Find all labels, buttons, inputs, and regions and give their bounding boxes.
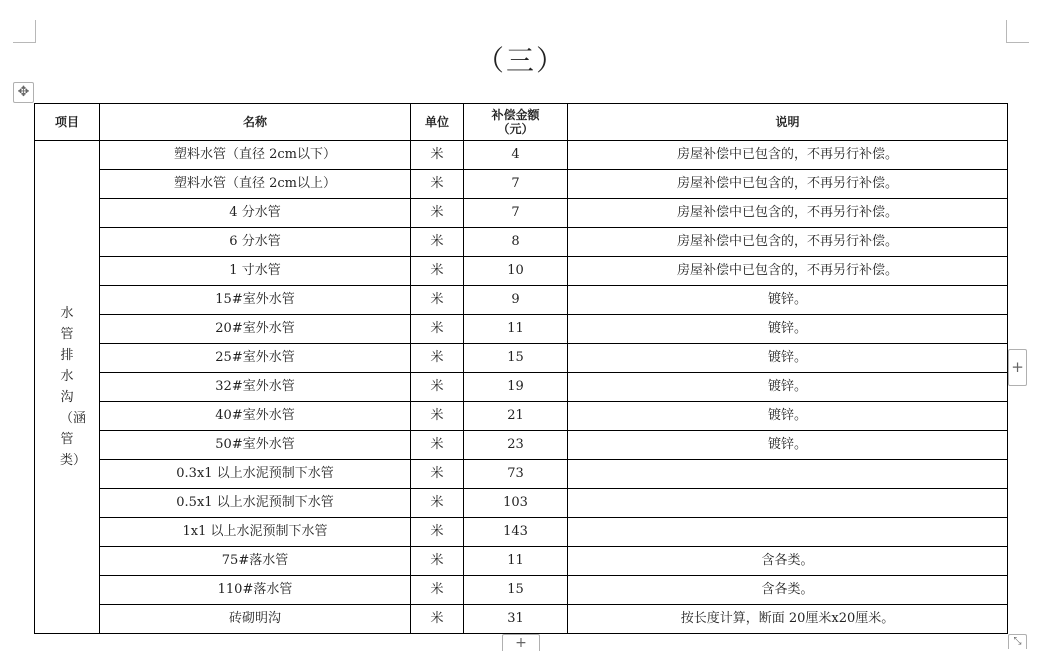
table-row (35, 576, 1008, 605)
cell-unit: 米 (411, 373, 464, 402)
cell-note: 房屋补偿中已包含的，不再另行补偿。 (568, 257, 1008, 286)
cell-amount: 4 (464, 141, 568, 170)
cell-unit: 米 (411, 431, 464, 460)
cell-unit: 米 (411, 257, 464, 286)
cell-name: 砖砌明沟 (100, 605, 411, 634)
cell-note: 含各类。 (568, 576, 1008, 605)
cell-unit: 米 (411, 402, 464, 431)
table-row (35, 605, 1008, 634)
cell-note: 镀锌。 (568, 315, 1008, 344)
cell-note: 镀锌。 (568, 286, 1008, 315)
table-row (35, 547, 1008, 576)
cell-unit: 米 (411, 518, 464, 547)
page-corner-mark-top-right (1006, 20, 1029, 43)
cell-name: 0.3x1 以上水泥预制下水管 (100, 460, 411, 489)
header-unit: 单位 (411, 104, 464, 141)
cell-unit: 米 (411, 228, 464, 257)
category-cell (35, 141, 100, 634)
cell-unit: 米 (411, 141, 464, 170)
cell-amount: 103 (464, 489, 568, 518)
cell-name: 75#落水管 (100, 547, 411, 576)
cell-name: 15#室外水管 (100, 286, 411, 315)
table-row (35, 373, 1008, 402)
table-row (35, 489, 1008, 518)
cell-note: 按长度计算，断面 20厘米x20厘米。 (568, 605, 1008, 634)
table-row (35, 315, 1008, 344)
cell-note (568, 460, 1008, 489)
header-note: 说明 (568, 104, 1008, 141)
cell-note: 镀锌。 (568, 402, 1008, 431)
table-resize-icon[interactable]: ⤡ (1008, 634, 1027, 649)
cell-name: 4 分水管 (100, 199, 411, 228)
cell-note: 房屋补偿中已包含的，不再另行补偿。 (568, 170, 1008, 199)
cell-unit: 米 (411, 576, 464, 605)
cell-name: 32#室外水管 (100, 373, 411, 402)
table-row (35, 170, 1008, 199)
table-row (35, 257, 1008, 286)
table-row (35, 518, 1008, 547)
cell-note: 含各类。 (568, 547, 1008, 576)
header-name: 名称 (100, 104, 411, 141)
table-row (35, 344, 1008, 373)
cell-unit: 米 (411, 170, 464, 199)
cell-amount: 9 (464, 286, 568, 315)
header-category: 项目 (35, 104, 100, 141)
cell-name: 1 寸水管 (100, 257, 411, 286)
cell-note (568, 518, 1008, 547)
cell-name: 塑料水管（直径 2cm以上） (100, 170, 411, 199)
compensation-table (34, 103, 1008, 634)
cell-unit: 米 (411, 605, 464, 634)
cell-amount: 11 (464, 315, 568, 344)
cell-amount: 19 (464, 373, 568, 402)
cell-name: 0.5x1 以上水泥预制下水管 (100, 489, 411, 518)
cell-unit: 米 (411, 460, 464, 489)
cell-note: 房屋补偿中已包含的，不再另行补偿。 (568, 228, 1008, 257)
table-row (35, 431, 1008, 460)
page-corner-mark-top-left (13, 20, 36, 43)
cell-amount: 15 (464, 344, 568, 373)
table-row (35, 402, 1008, 431)
table-header-row (35, 104, 1008, 141)
cell-amount: 8 (464, 228, 568, 257)
cell-unit: 米 (411, 489, 464, 518)
cell-unit: 米 (411, 315, 464, 344)
cell-unit: 米 (411, 286, 464, 315)
cell-note: 镀锌。 (568, 344, 1008, 373)
table-row (35, 286, 1008, 315)
add-row-icon[interactable]: + (502, 634, 540, 651)
cell-note: 房屋补偿中已包含的，不再另行补偿。 (568, 199, 1008, 228)
cell-unit: 米 (411, 344, 464, 373)
cell-note (568, 489, 1008, 518)
cell-name: 50#室外水管 (100, 431, 411, 460)
table-move-icon[interactable]: ✥ (13, 82, 34, 103)
cell-amount: 7 (464, 170, 568, 199)
cell-amount: 15 (464, 576, 568, 605)
cell-name: 塑料水管（直径 2cm以下） (100, 141, 411, 170)
cell-amount: 11 (464, 547, 568, 576)
table-row (35, 460, 1008, 489)
cell-name: 6 分水管 (100, 228, 411, 257)
cell-name: 25#室外水管 (100, 344, 411, 373)
cell-amount: 31 (464, 605, 568, 634)
category-label: 水管排水沟（涵管类） (60, 306, 87, 468)
cell-amount: 73 (464, 460, 568, 489)
cell-name: 40#室外水管 (100, 402, 411, 431)
table-row (35, 141, 1008, 170)
add-column-icon[interactable]: + (1008, 349, 1027, 386)
cell-name: 20#室外水管 (100, 315, 411, 344)
cell-unit: 米 (411, 199, 464, 228)
header-amount: 补偿金额（元） (464, 104, 568, 141)
cell-amount: 10 (464, 257, 568, 286)
cell-name: 110#落水管 (100, 576, 411, 605)
cell-amount: 21 (464, 402, 568, 431)
cell-unit: 米 (411, 547, 464, 576)
cell-amount: 23 (464, 431, 568, 460)
section-title: （三） (475, 44, 566, 77)
cell-note: 镀锌。 (568, 431, 1008, 460)
cell-note: 镀锌。 (568, 373, 1008, 402)
cell-note: 房屋补偿中已包含的，不再另行补偿。 (568, 141, 1008, 170)
table-row (35, 228, 1008, 257)
cell-amount: 7 (464, 199, 568, 228)
cell-amount: 143 (464, 518, 568, 547)
table-row (35, 199, 1008, 228)
cell-name: 1x1 以上水泥预制下水管 (100, 518, 411, 547)
